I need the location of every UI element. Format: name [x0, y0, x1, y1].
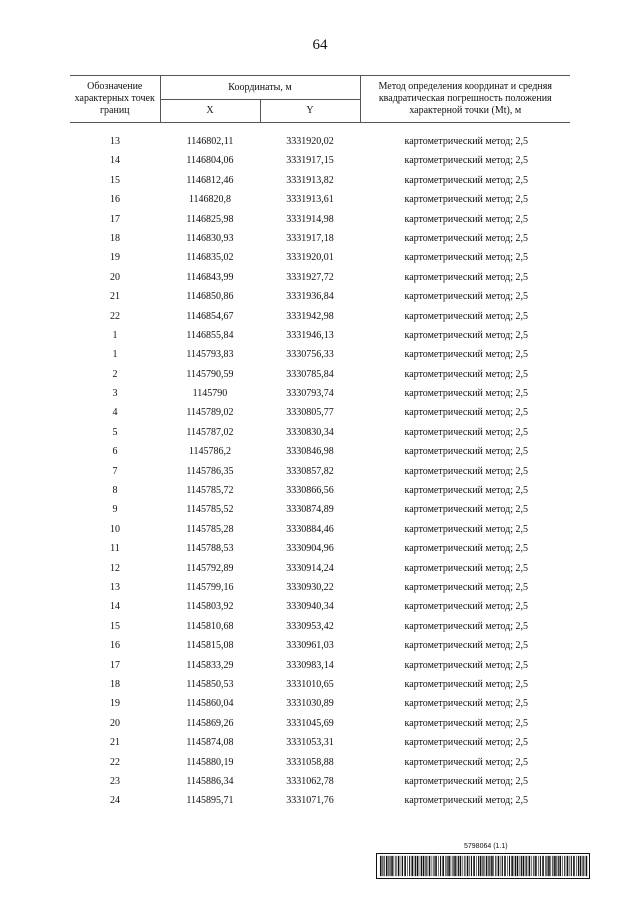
cell-point: 3 — [112, 388, 118, 400]
cell-point: 9 — [112, 504, 118, 516]
cell-point: 16 — [110, 194, 120, 206]
cell-point: 6 — [112, 446, 118, 458]
cell-method: картометрический метод; 2,5 — [404, 310, 528, 322]
cell-x: 1146835,02 — [186, 252, 234, 264]
table-row — [70, 248, 570, 267]
cell-method: картометрический метод; 2,5 — [404, 523, 528, 535]
cell-method: картометрический метод; 2,5 — [404, 640, 528, 652]
cell-method: картометрический метод; 2,5 — [404, 136, 528, 147]
table-row — [70, 772, 570, 791]
cell-method: картометрический метод; 2,5 — [404, 271, 528, 283]
table-row — [70, 403, 570, 422]
cell-y: 3331913,61 — [286, 194, 334, 206]
table-row — [70, 694, 570, 713]
cell-point: 13 — [110, 136, 120, 147]
cell-y: 3330930,22 — [286, 581, 334, 593]
cell-y: 3330793,74 — [286, 388, 334, 400]
table-row — [70, 791, 570, 810]
cell-y: 3331927,72 — [286, 271, 334, 283]
cell-point: 14 — [110, 155, 120, 167]
cell-x: 1146850,86 — [186, 291, 234, 303]
cell-method: картометрический метод; 2,5 — [404, 620, 528, 632]
table-row — [70, 384, 570, 403]
cell-point: 22 — [110, 310, 120, 322]
cell-x: 1145880,19 — [186, 756, 234, 768]
cell-point: 15 — [110, 174, 120, 186]
cell-method: картометрический метод; 2,5 — [404, 252, 528, 264]
table-row — [70, 578, 570, 597]
cell-x: 1145869,26 — [186, 717, 234, 729]
table-row — [70, 714, 570, 733]
cell-x: 1145786,35 — [186, 465, 234, 477]
coordinates-sheet — [70, 75, 570, 807]
cell-point: 24 — [110, 795, 120, 807]
cell-x: 1145785,72 — [186, 485, 234, 497]
cell-y: 3331030,89 — [286, 698, 334, 710]
cell-x: 1145790 — [192, 388, 228, 400]
cell-x: 1146843,99 — [186, 271, 234, 283]
cell-point: 16 — [110, 640, 120, 652]
cell-x: 1145787,02 — [186, 426, 234, 438]
cell-point: 17 — [110, 659, 120, 671]
cell-method: картометрический метод; 2,5 — [404, 795, 528, 807]
cell-point: 20 — [110, 271, 120, 283]
table-row — [70, 268, 570, 287]
cell-y: 3331062,78 — [286, 775, 334, 787]
cell-y: 3331010,65 — [286, 678, 334, 690]
page-number: 64 — [312, 37, 328, 53]
table-row — [70, 462, 570, 481]
cell-method: картометрический метод; 2,5 — [404, 659, 528, 671]
cell-x: 1145810,68 — [186, 620, 234, 632]
cell-y: 3330953,42 — [286, 620, 334, 632]
cell-point: 19 — [110, 252, 120, 264]
cell-x: 1145886,34 — [186, 775, 234, 787]
barcode-icon — [376, 853, 590, 879]
header-method: Метод определения координат и средняя квадратическая погрешность положения характерной точки (Mt), м — [360, 76, 570, 123]
table-row — [70, 500, 570, 519]
table-row — [70, 210, 570, 229]
cell-point: 2 — [112, 368, 118, 380]
cell-method: картометрический метод; 2,5 — [404, 504, 528, 516]
cell-y: 3331045,69 — [286, 717, 334, 729]
cell-x: 1146830,93 — [186, 232, 234, 244]
cell-method: картометрический метод; 2,5 — [404, 678, 528, 690]
table-row — [70, 345, 570, 364]
cell-y: 3330874,89 — [286, 504, 334, 516]
cell-method: картометрический метод; 2,5 — [404, 349, 528, 361]
cell-x: 1146854,67 — [186, 310, 234, 322]
table-row — [70, 733, 570, 752]
cell-point: 13 — [110, 581, 120, 593]
table-row — [70, 229, 570, 248]
cell-x: 1145793,83 — [186, 349, 234, 361]
table-row — [70, 636, 570, 655]
cell-method: картометрический метод; 2,5 — [404, 775, 528, 787]
cell-y: 3330961,03 — [286, 640, 334, 652]
cell-point: 15 — [110, 620, 120, 632]
cell-x: 1146804,06 — [186, 155, 234, 167]
table-row — [70, 753, 570, 772]
table-row — [70, 132, 570, 151]
table-row — [70, 287, 570, 306]
cell-point: 1 — [112, 349, 118, 361]
table-row — [70, 365, 570, 384]
cell-x: 1145785,28 — [186, 523, 234, 535]
cell-x: 1145788,53 — [186, 543, 234, 555]
cell-method: картометрический метод; 2,5 — [404, 213, 528, 225]
cell-method: картометрический метод; 2,5 — [404, 485, 528, 497]
cell-y: 3331946,13 — [286, 329, 334, 341]
cell-y: 3330983,14 — [286, 659, 334, 671]
cell-method: картометрический метод; 2,5 — [404, 581, 528, 593]
cell-method: картометрический метод; 2,5 — [404, 232, 528, 244]
cell-point: 21 — [110, 737, 120, 749]
table-row — [70, 151, 570, 170]
cell-y: 3331913,82 — [286, 174, 334, 186]
cell-method: картометрический метод; 2,5 — [404, 756, 528, 768]
cell-method: картометрический метод; 2,5 — [404, 446, 528, 458]
cell-method: картометрический метод; 2,5 — [404, 174, 528, 186]
cell-point: 1 — [112, 329, 118, 341]
cell-point: 18 — [110, 678, 120, 690]
cell-method: картометрический метод; 2,5 — [404, 465, 528, 477]
cell-x: 1145789,02 — [186, 407, 234, 419]
header-x: X — [160, 100, 260, 123]
table-row — [70, 597, 570, 616]
header-y: Y — [260, 100, 360, 123]
cell-y: 3331917,15 — [286, 155, 334, 167]
barcode-block — [376, 843, 590, 879]
cell-x: 1145799,16 — [186, 581, 234, 593]
cell-point: 8 — [112, 485, 118, 497]
cell-x: 1146825,98 — [186, 213, 234, 225]
cell-point: 11 — [110, 543, 120, 555]
cell-y: 3330884,46 — [286, 523, 334, 535]
table-row — [70, 675, 570, 694]
cell-x: 1146820,8 — [188, 194, 232, 206]
cell-method: картометрический метод; 2,5 — [404, 543, 528, 555]
cell-x: 1145803,92 — [186, 601, 234, 613]
cell-y: 3330756,33 — [286, 349, 334, 361]
table-row — [70, 171, 570, 190]
cell-x: 1146855,84 — [186, 329, 234, 341]
cell-y: 3330904,96 — [286, 543, 334, 555]
cell-point: 23 — [110, 775, 120, 787]
table-row — [70, 423, 570, 442]
cell-y: 3331071,76 — [286, 795, 334, 807]
table-body — [70, 132, 570, 811]
cell-point: 22 — [110, 756, 120, 768]
header-coordinates: Координаты, м — [160, 76, 360, 100]
cell-point: 4 — [112, 407, 118, 419]
cell-method: картометрический метод; 2,5 — [404, 737, 528, 749]
cell-y: 3331942,98 — [286, 310, 334, 322]
cell-point: 10 — [110, 523, 120, 535]
cell-y: 3331053,31 — [286, 737, 334, 749]
table-row — [70, 617, 570, 636]
cell-method: картометрический метод; 2,5 — [404, 291, 528, 303]
cell-method: картометрический метод; 2,5 — [404, 329, 528, 341]
cell-y: 3330857,82 — [286, 465, 334, 477]
cell-x: 1145895,71 — [186, 795, 234, 807]
cell-x: 1146802,11 — [186, 136, 234, 147]
table-row — [70, 190, 570, 209]
cell-x: 1145790,59 — [186, 368, 234, 380]
cell-x: 1145850,53 — [186, 678, 234, 690]
cell-method: картометрический метод; 2,5 — [404, 717, 528, 729]
cell-y: 3331920,02 — [286, 136, 334, 147]
table-row — [70, 442, 570, 461]
cell-y: 3330846,98 — [286, 446, 334, 458]
cell-y: 3330940,34 — [286, 601, 334, 613]
cell-method: картометрический метод; 2,5 — [404, 155, 528, 167]
cell-method: картометрический метод; 2,5 — [404, 194, 528, 206]
cell-x: 1145786,2 — [188, 446, 232, 458]
cell-x: 1146812,46 — [186, 174, 234, 186]
cell-point: 17 — [110, 213, 120, 225]
cell-x: 1145874,08 — [186, 737, 234, 749]
cell-point: 5 — [112, 426, 118, 438]
cell-y: 3330805,77 — [286, 407, 334, 419]
table-row — [70, 539, 570, 558]
cell-method: картометрический метод; 2,5 — [404, 426, 528, 438]
cell-method: картометрический метод; 2,5 — [404, 698, 528, 710]
header-point-designation: Обозначение характерных точек границ — [70, 76, 160, 123]
barcode-label: 5798064 (1.1) — [464, 843, 508, 850]
table-row — [70, 559, 570, 578]
cell-y: 3330914,24 — [286, 562, 334, 574]
cell-method: картометрический метод; 2,5 — [404, 368, 528, 380]
cell-point: 20 — [110, 717, 120, 729]
cell-method: картометрический метод; 2,5 — [404, 601, 528, 613]
cell-x: 1145792,89 — [186, 562, 234, 574]
cell-y: 3331914,98 — [286, 213, 334, 225]
table-row — [70, 520, 570, 539]
cell-method: картометрический метод; 2,5 — [404, 562, 528, 574]
cell-y: 3330830,34 — [286, 426, 334, 438]
cell-y: 3330785,84 — [286, 368, 334, 380]
cell-y: 3331936,84 — [286, 291, 334, 303]
table-header — [70, 75, 570, 123]
cell-point: 19 — [110, 698, 120, 710]
cell-x: 1145785,52 — [186, 504, 234, 516]
cell-method: картометрический метод; 2,5 — [404, 388, 528, 400]
table-row — [70, 481, 570, 500]
cell-y: 3331917,18 — [286, 232, 334, 244]
cell-point: 7 — [112, 465, 118, 477]
cell-y: 3331058,88 — [286, 756, 334, 768]
cell-y: 3330866,56 — [286, 485, 334, 497]
cell-point: 14 — [110, 601, 120, 613]
cell-point: 12 — [110, 562, 120, 574]
cell-point: 18 — [110, 232, 120, 244]
table-row — [70, 307, 570, 326]
cell-y: 3331920,01 — [286, 252, 334, 264]
cell-x: 1145833,29 — [186, 659, 234, 671]
table-row — [70, 326, 570, 345]
cell-method: картометрический метод; 2,5 — [404, 407, 528, 419]
cell-x: 1145815,08 — [186, 640, 234, 652]
cell-x: 1145860,04 — [186, 698, 234, 710]
table-row — [70, 656, 570, 675]
cell-point: 21 — [110, 291, 120, 303]
